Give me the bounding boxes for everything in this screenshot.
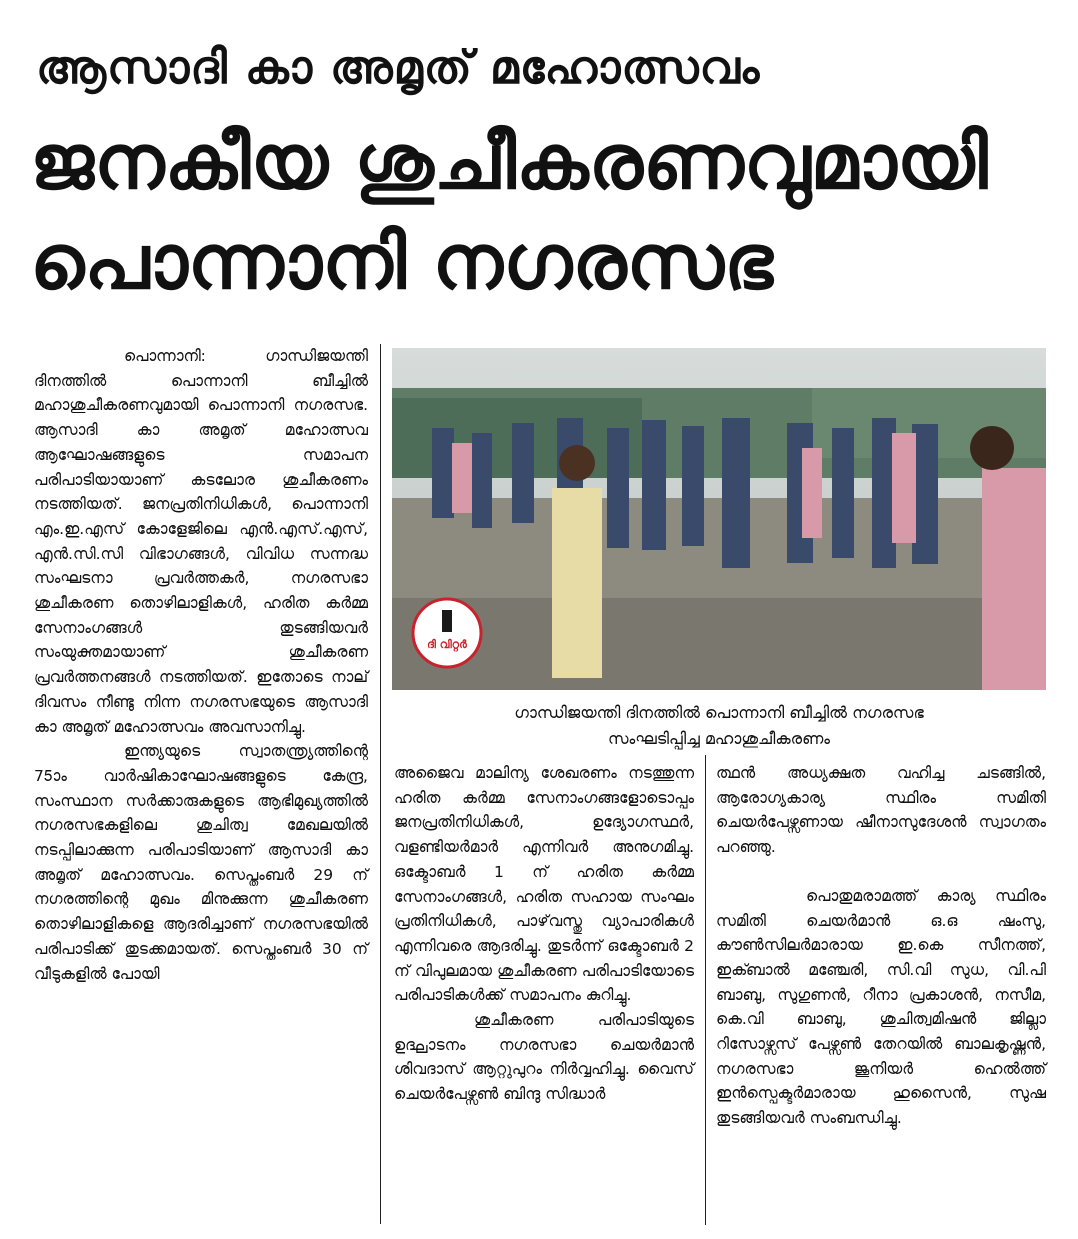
paragraph: ത്ഥൻ അധ്യക്ഷത വഹിച്ച ചടങ്ങിൽ, ആരോഗ്യകാര്യ സ്ഥിരം സമിതി ചെയർപേഴ്സണായ ഷീനാസുദേശൻ സ്വാഗതം പറഞ്ഞു. [716, 764, 1046, 857]
paragraph: പൊതുമരാമത്ത് കാര്യ സ്ഥിരം സമിതി ചെയർമാൻ ഒ.ഒ ഷംസു, കൗൺസിലർമാരായ ഇ.കെ സീനത്ത്, ഇക്ബാൽ മഞ്ചേരി, സി.വി സുധ, വി.പി ബാബു, സുഗുണൻ, റീനാ പ്രകാശൻ, നസീമ, കെ.വി ബാബു, ശുചിത്വമിഷൻ ജില്ലാ റിസോഴ്സസ് പേഴ്സൺ തേറയിൽ ബാലകൃഷ്ണൻ, നഗരസഭാ ജൂനിയർ ഹെൽത്ത് ഇൻസ്പെക്ടർമാരായ ഹുസൈൻ, സുഷ തുടങ്ങിയവർ സംബന്ധിച്ചു. [716, 886, 1046, 1128]
photo-caption [392, 700, 1046, 752]
watermark-logo [413, 599, 481, 667]
article-column-2 [394, 761, 694, 1107]
headline-line-1: ജനകീയ ശുചീകരണവുമായി [30, 117, 988, 206]
article-column-3 [716, 761, 1046, 1131]
paragraph: ശുചീകരണ പരിപാടിയുടെ ഉദ്ഘാടനം നഗരസഭാ ചെയർമാൻ ശിവദാസ് ആറ്റുപുറം നിർവ്വഹിച്ചു. വൈസ് ചെയർപേഴ്സൺ ബിന്ദു സിദ്ധാർ [394, 1011, 694, 1104]
column-divider [705, 755, 706, 1225]
headline [30, 112, 1060, 312]
paragraph: ഇന്ത്യയുടെ സ്വാതന്ത്ര്യത്തിന്റെ 75ാം വാർഷികാഘോഷങ്ങളുടെ കേന്ദ്ര, സംസ്ഥാന സർക്കാരുകളുടെ ആഭിമുഖ്യത്തിൽ നഗരസഭകളിലെ ശുചിത്വ മേഖലയിൽ നടപ്പിലാക്കുന്ന പരിപാടിയാണ് ആസാദി കാ അമൃത് മഹോത്സവം. സെപ്തംബർ 29 ന് നഗരത്തിന്റെ മുഖം മിനുക്കുന്ന ശുചീകരണ തൊഴിലാളികളെ ആദരിച്ചാണ് നഗരസഭയിൽ പരിപാടിക്ക് തുടക്കമായത്. സെപ്തംബർ 30 ന് വീടുകളിൽ പോയി [34, 742, 368, 983]
beach-cleanup-photo [392, 348, 1046, 690]
paragraph: പൊന്നാനി: ഗാന്ധിജയന്തി ദിനത്തിൽ പൊന്നാനി ബീച്ചിൽ മഹാശുചീകരണവുമായി പൊന്നാനി നഗരസഭ. ആസാദി കാ അമൃത് മഹോത്സവ ആഘോഷങ്ങളുടെ സമാപന പരിപാടിയായാണ് കടലോര ശുചീകരണം നടത്തിയത്. ജനപ്രതിനിധികൾ, പൊന്നാനി എം.ഇ.എസ് കോളേജിലെ എൻ.എസ്.എസ്, എൻ.സി.സി വിഭാഗങ്ങൾ, വിവിധ സന്നദ്ധ സംഘടനാ പ്രവർത്തകർ, നഗരസഭാ ശുചീകരണ തൊഴിലാളികൾ, ഹരിത കർമ്മ സേനാംഗങ്ങൾ തുടങ്ങിയവർ സംയുക്തമായാണ് ശുചീകരണ പ്രവർത്തനങ്ങൾ നടത്തിയത്. ഇതോടെ നാല് ദിവസം നീണ്ടു നിന്ന നഗരസഭയുടെ ആസാദി കാ അമൃത് മഹോത്സവം അവസാനിച്ചു. [34, 347, 368, 736]
caption-line: സംഘടിപ്പിച്ച മഹാശുചീകരണം [607, 729, 830, 748]
kicker-title: ആസാദി കാ അമൃത് മഹോത്സവം [36, 40, 761, 94]
news-photo [392, 348, 1046, 690]
paragraph: അജൈവ മാലിന്യ ശേഖരണം നടത്തുന്ന ഹരിത കർമ്മ സേനാംഗങ്ങളോടൊപ്പം ജനപ്രതിനിധികൾ, ഉദ്യോഗസ്ഥർ, വളണ്ടിയർമാർ എന്നിവർ അനുഗമിച്ചു. ഒക്ടോബർ 1 ന് ഹരിത കർമ്മ സേനാംഗങ്ങൾ, ഹരിത സഹായ സംഘം പ്രതിനിധികൾ, പാഴ്‌വസ്തു വ്യാപാരികൾ എന്നിവരെ ആദരിച്ചു. തുടർന്ന് ഒക്ടോബർ 2 ന് വിപുലമായ ശുചീകരണ പരിപാടിയോടെ പരിപാടികൾക്ക് സമാപനം കുറിച്ചു. [394, 764, 694, 1005]
article-column-1 [34, 344, 368, 986]
caption-line: ഗാന്ധിജയന്തി ദിനത്തിൽ പൊന്നാനി ബീച്ചിൽ നഗരസഭ [514, 703, 924, 722]
column-divider [380, 344, 381, 1224]
logo-text: ദി വിറ്റർ [427, 638, 467, 651]
headline-line-2: പൊന്നാനി നഗരസഭ [30, 217, 773, 306]
